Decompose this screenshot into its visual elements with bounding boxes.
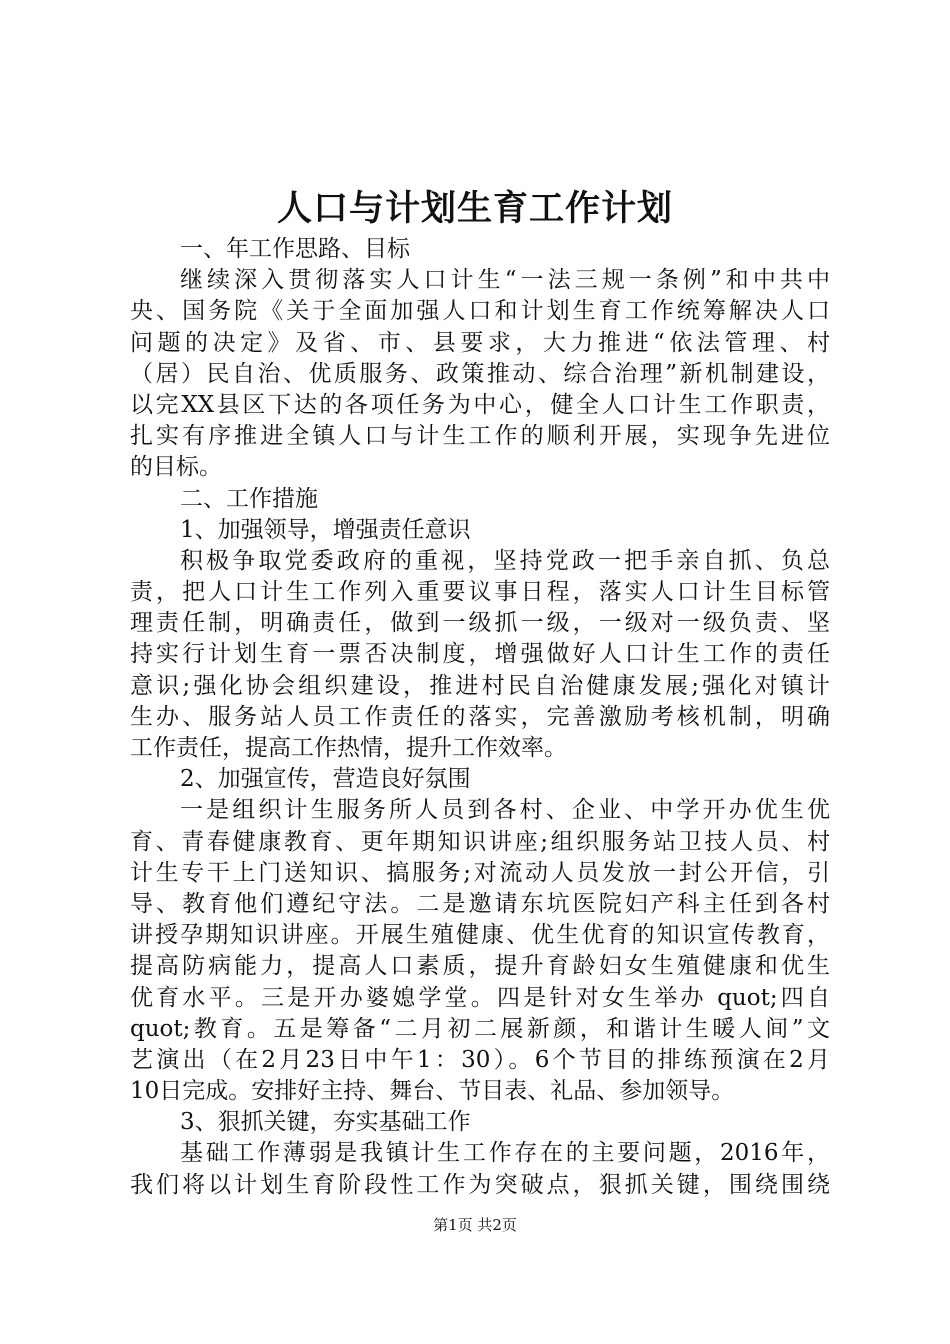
text-line: 的目标。 <box>130 454 222 481</box>
text-line: 计生专干上门送知识、搞服务;对流动人员发放一封公开信，引 <box>130 859 830 886</box>
text-line: 基础工作薄弱是我镇计生工作存在的主要问题，2016年， <box>180 1140 830 1167</box>
text-line: 一是组织计生服务所人员到各村、企业、中学开办优生优 <box>180 797 830 824</box>
text-line: 二、工作措施 <box>180 485 318 512</box>
text-line: 提高防病能力，提高人口素质，提升育龄妇女生殖健康和优生 <box>130 953 830 980</box>
text-line: 理责任制，明确责任，做到一级抓一级，一级对一级负责、坚 <box>130 610 830 637</box>
text-line: 2、加强宣传，营造良好氛围 <box>180 766 471 793</box>
text-line: 责，把人口计生工作列入重要议事日程，落实人口计生目标管 <box>130 579 830 606</box>
text-line: 继续深入贯彻落实人口计生“一法三规一条例”和中共中 <box>180 267 830 294</box>
page-footer: 第1页 共2页 <box>433 1216 517 1234</box>
text-line: 10日完成。安排好主持、舞台、节目表、礼品、参加领导。 <box>130 1078 735 1105</box>
text-line: 我们将以计划生育阶段性工作为突破点，狠抓关键，围绕围绕 <box>130 1171 830 1198</box>
text-line: 育、青春健康教育、更年期知识讲座;组织服务站卫技人员、村 <box>130 828 830 855</box>
text-line: 央、国务院《关于全面加强人口和计划生育工作统筹解决人口 <box>130 298 830 325</box>
document-body <box>130 234 830 1201</box>
text-line: 优育水平。三是开办婆媳学堂。四是针对女生举办 quot;四自 <box>130 984 830 1011</box>
text-line: 一、年工作思路、目标 <box>180 236 410 262</box>
document-title: 人口与计划生育工作计划 <box>276 188 673 229</box>
text-line: 讲授孕期知识讲座。开展生殖健康、优生优育的知识宣传教育， <box>130 922 830 949</box>
text-line: 生办、服务站人员工作责任的落实，完善激励考核机制，明确 <box>130 703 830 730</box>
text-line: 意识;强化协会组织建设，推进村民自治健康发展;强化对镇计 <box>130 672 830 699</box>
text-line: 1、加强领导，增强责任意识 <box>180 516 471 543</box>
text-line: 工作责任，提高工作热情，提升工作效率。 <box>130 735 567 761</box>
text-line: 积极争取党委政府的重视，坚持党政一把手亲自抓、负总 <box>180 547 830 574</box>
text-line: 扎实有序推进全镇人口与计生工作的顺利开展，实现争先进位 <box>130 423 830 450</box>
text-line: 持实行计划生育一票否决制度，增强做好人口计生工作的责任 <box>130 641 830 668</box>
text-line: 3、狠抓关键，夯实基础工作 <box>180 1109 471 1136</box>
text-line: 艺演出（在2月23日中午1：30）。6个节目的排练预演在2月 <box>130 1046 830 1073</box>
text-line: （居）民自治、优质服务、政策推动、综合治理”新机制建设， <box>130 360 830 387</box>
text-line: 导、教育他们遵纪守法。二是邀请东坑医院妇产科主任到各村 <box>130 890 830 917</box>
text-line: 以完XX县区下达的各项任务为中心，健全人口计生工作职责， <box>130 391 830 418</box>
text-line: 问题的决定》及省、市、县要求，大力推进“依法管理、村 <box>130 329 830 356</box>
text-line: quot;教育。五是筹备“二月初二展新颜，和谐计生暖人间”文 <box>130 1015 830 1042</box>
